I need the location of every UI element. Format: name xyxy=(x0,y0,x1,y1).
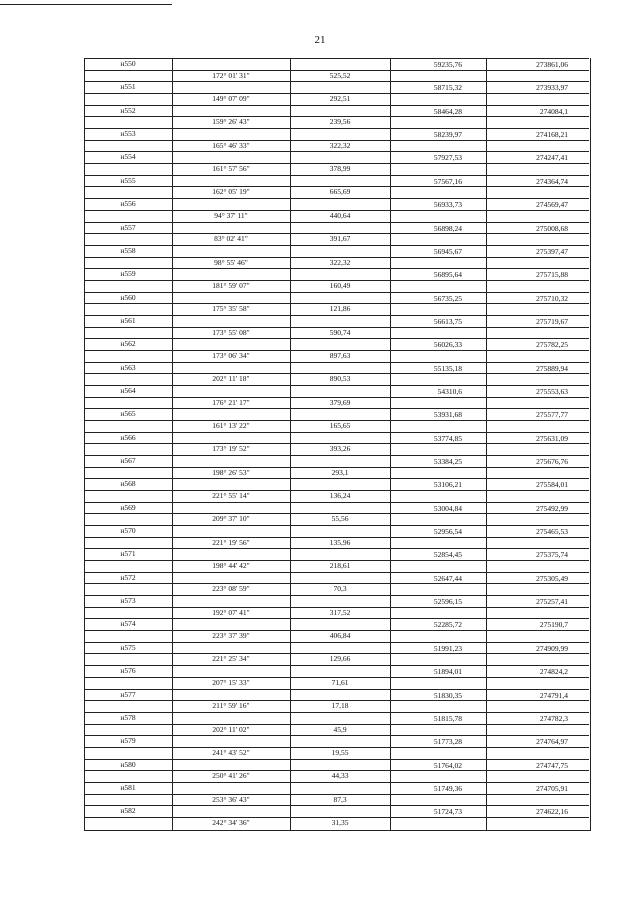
point-id: н553 xyxy=(120,129,136,139)
point-id: н554 xyxy=(120,152,136,162)
x-coordinate: 58715,32 xyxy=(433,83,462,93)
y-coordinate: 274569,47 xyxy=(536,200,568,210)
direction-angle: 173° 06' 34" xyxy=(212,350,250,360)
direction-angle: 94° 37' 11" xyxy=(214,210,248,220)
point-id: н581 xyxy=(120,782,136,792)
direction-angle: 192° 07' 41" xyxy=(212,607,250,617)
x-coordinate: 58239,97 xyxy=(433,130,462,140)
y-coordinate: 274782,3 xyxy=(539,713,568,723)
point-id: н561 xyxy=(120,315,136,325)
y-coordinate: 274747,75 xyxy=(536,760,568,770)
x-coordinate: 52854,45 xyxy=(433,550,462,560)
distance: 590,74 xyxy=(329,327,351,337)
point-id: н570 xyxy=(120,526,136,535)
point-id: н558 xyxy=(120,245,136,255)
y-coordinate: 275008,68 xyxy=(536,223,568,233)
point-id: н567 xyxy=(120,456,136,465)
x-coordinate: 51764,02 xyxy=(433,760,462,770)
point-id: н552 xyxy=(120,105,136,115)
distance: 322,32 xyxy=(329,140,351,150)
distance: 165,65 xyxy=(329,420,351,430)
x-coordinate: 51815,78 xyxy=(433,713,462,723)
direction-angle: 159° 26' 43" xyxy=(212,117,250,127)
direction-angle: 241° 43' 52" xyxy=(212,747,250,757)
x-coordinate: 55135,18 xyxy=(433,363,462,373)
y-coordinate: 275676,76 xyxy=(536,457,568,466)
y-coordinate: 273933,97 xyxy=(536,83,568,93)
point-id: н575 xyxy=(120,642,136,652)
x-coordinate: 53774,85 xyxy=(433,433,462,443)
point-id: н564 xyxy=(120,385,136,395)
point-id: н578 xyxy=(120,712,136,722)
direction-angle: 211° 59' 16" xyxy=(212,701,250,711)
x-coordinate: 56945,67 xyxy=(433,246,462,256)
direction-angle: 221° 19' 56" xyxy=(212,537,250,547)
y-coordinate: 274791,4 xyxy=(539,690,568,700)
y-coordinate: 274168,21 xyxy=(536,130,568,140)
y-coordinate: 274084,1 xyxy=(539,106,568,116)
direction-angle: 181° 59' 07" xyxy=(212,280,250,290)
y-coordinate: 275465,53 xyxy=(536,527,568,536)
y-coordinate: 275553,63 xyxy=(536,386,568,396)
x-coordinate: 53931,68 xyxy=(433,410,462,420)
point-id: н557 xyxy=(120,222,136,232)
distance: 440,64 xyxy=(329,210,351,220)
x-coordinate: 51773,28 xyxy=(433,737,462,747)
direction-angle: 175° 35' 58" xyxy=(212,304,250,314)
point-id: н569 xyxy=(120,502,136,512)
x-coordinate: 59235,76 xyxy=(433,60,462,69)
x-coordinate: 56026,33 xyxy=(433,340,462,350)
point-id: н556 xyxy=(120,199,136,209)
y-coordinate: 275492,99 xyxy=(536,503,568,513)
direction-angle: 149° 07' 09" xyxy=(212,94,250,103)
distance: 665,69 xyxy=(329,187,351,197)
direction-angle: 161° 57' 56" xyxy=(212,164,250,174)
x-coordinate: 51749,36 xyxy=(433,783,462,793)
direction-angle: 161° 13' 22" xyxy=(212,420,250,430)
x-coordinate: 53384,25 xyxy=(433,457,462,466)
y-coordinate: 274764,97 xyxy=(536,737,568,747)
direction-angle: 198° 26' 53" xyxy=(212,467,250,477)
y-coordinate: 274247,41 xyxy=(536,153,568,163)
y-coordinate: 274364,74 xyxy=(536,176,568,186)
y-coordinate: 275715,88 xyxy=(536,270,568,280)
distance: 218,61 xyxy=(329,561,351,570)
y-coordinate: 275257,41 xyxy=(536,597,568,607)
x-coordinate: 52596,15 xyxy=(433,597,462,607)
y-coordinate: 275584,01 xyxy=(536,480,568,490)
x-coordinate: 51894,01 xyxy=(433,667,462,677)
point-id: н573 xyxy=(120,596,136,606)
distance: 19,55 xyxy=(331,747,349,757)
distance: 135,96 xyxy=(329,537,351,547)
direction-angle: 162° 05' 19" xyxy=(212,187,250,197)
y-coordinate: 275577,77 xyxy=(536,410,568,420)
distance: 890,53 xyxy=(329,374,351,384)
point-id: н550 xyxy=(120,59,136,68)
point-id: н571 xyxy=(120,549,136,559)
header-rule xyxy=(0,4,172,5)
distance: 406,84 xyxy=(329,631,351,641)
distance: 239,56 xyxy=(329,117,351,127)
y-coordinate: 275719,67 xyxy=(536,316,568,326)
x-coordinate: 56613,75 xyxy=(433,316,462,326)
direction-angle: 198° 44' 42" xyxy=(212,561,250,570)
distance: 322,32 xyxy=(329,257,351,267)
direction-angle: 173° 19' 52" xyxy=(212,444,250,454)
direction-angle: 221° 25' 34" xyxy=(212,654,250,664)
distance: 136,24 xyxy=(329,491,351,500)
point-id: н580 xyxy=(120,759,136,769)
x-coordinate: 57927,53 xyxy=(433,153,462,163)
distance: 378,99 xyxy=(329,164,351,174)
direction-angle: 242° 34' 36" xyxy=(212,817,250,827)
distance: 391,67 xyxy=(329,234,351,244)
direction-angle: 223° 08' 59" xyxy=(212,584,250,594)
point-id: н559 xyxy=(120,269,136,279)
x-coordinate: 54310,6 xyxy=(437,386,462,396)
distance: 317,52 xyxy=(329,607,351,617)
distance: 87,3 xyxy=(333,794,347,804)
y-coordinate: 273861,06 xyxy=(536,60,568,69)
point-id: н568 xyxy=(120,479,136,489)
y-coordinate: 275190,7 xyxy=(539,620,568,630)
distance: 160,49 xyxy=(329,280,351,290)
distance: 293,1 xyxy=(331,467,349,477)
x-coordinate: 52956,54 xyxy=(433,527,462,536)
x-coordinate: 52647,44 xyxy=(433,573,462,583)
y-coordinate: 275631,09 xyxy=(536,433,568,443)
y-coordinate: 274909,99 xyxy=(536,643,568,653)
x-coordinate: 58464,28 xyxy=(433,106,462,116)
y-coordinate: 274705,91 xyxy=(536,783,568,793)
direction-angle: 221° 55' 14" xyxy=(212,491,250,500)
direction-angle: 172° 01' 31" xyxy=(212,70,250,80)
distance: 897,63 xyxy=(329,350,351,360)
point-id: н576 xyxy=(120,666,136,676)
x-coordinate: 56933,73 xyxy=(433,200,462,210)
distance: 71,61 xyxy=(331,677,349,687)
point-id: н565 xyxy=(120,409,136,419)
x-coordinate: 51991,23 xyxy=(433,643,462,653)
distance: 525,52 xyxy=(329,70,351,80)
x-coordinate: 56895,64 xyxy=(433,270,462,280)
direction-angle: 207° 15' 33" xyxy=(212,677,250,687)
distance: 292,51 xyxy=(329,94,351,103)
point-id: н555 xyxy=(120,175,136,185)
y-coordinate: 275710,32 xyxy=(536,293,568,303)
direction-angle: 83° 02' 41" xyxy=(214,234,248,244)
point-id: н577 xyxy=(120,689,136,699)
x-coordinate: 53004,84 xyxy=(433,503,462,513)
x-coordinate: 57567,16 xyxy=(433,176,462,186)
x-coordinate: 51724,73 xyxy=(433,807,462,817)
direction-angle: 202° 11' 02" xyxy=(212,724,250,734)
x-coordinate: 53106,21 xyxy=(433,480,462,490)
distance: 121,86 xyxy=(329,304,351,314)
distance: 379,69 xyxy=(329,397,351,407)
direction-angle: 202° 11' 18" xyxy=(212,374,250,384)
direction-angle: 253° 36' 43" xyxy=(212,794,250,804)
x-coordinate: 52285,72 xyxy=(433,620,462,630)
direction-angle: 209° 37' 10" xyxy=(212,514,250,524)
y-coordinate: 275782,25 xyxy=(536,340,568,350)
point-id: н551 xyxy=(120,82,136,92)
point-id: н563 xyxy=(120,362,136,372)
point-id: н572 xyxy=(120,572,136,582)
x-coordinate: 56735,25 xyxy=(433,293,462,303)
direction-angle: 250° 41' 26" xyxy=(212,771,250,781)
distance: 31,35 xyxy=(331,817,349,827)
distance: 129,66 xyxy=(329,654,351,664)
page-number: 21 xyxy=(314,34,326,46)
point-id: н582 xyxy=(120,806,136,816)
y-coordinate: 274824,2 xyxy=(539,667,568,677)
point-id: н562 xyxy=(120,339,136,349)
direction-angle: 223° 37' 39" xyxy=(212,631,250,641)
distance: 393,26 xyxy=(329,444,351,454)
direction-angle: 165° 46' 33" xyxy=(212,140,250,150)
x-coordinate: 51830,35 xyxy=(433,690,462,700)
y-coordinate: 275397,47 xyxy=(536,246,568,256)
distance: 44,33 xyxy=(331,771,349,781)
direction-angle: 176° 21' 17" xyxy=(212,397,250,407)
direction-angle: 173° 55' 08" xyxy=(212,327,250,337)
distance: 45,9 xyxy=(333,724,347,734)
point-id: н574 xyxy=(120,619,136,629)
y-coordinate: 275305,49 xyxy=(536,573,568,583)
point-id: н566 xyxy=(120,432,136,442)
distance: 70,3 xyxy=(333,584,347,594)
y-coordinate: 275889,94 xyxy=(536,363,568,373)
direction-angle: 98° 55' 46" xyxy=(214,257,248,267)
point-id: н579 xyxy=(120,736,136,746)
point-id: н560 xyxy=(120,292,136,302)
distance: 17,18 xyxy=(331,701,349,711)
y-coordinate: 274622,16 xyxy=(536,807,568,817)
y-coordinate: 275375,74 xyxy=(536,550,568,560)
distance: 55,56 xyxy=(331,514,349,524)
x-coordinate: 56898,24 xyxy=(433,223,462,233)
